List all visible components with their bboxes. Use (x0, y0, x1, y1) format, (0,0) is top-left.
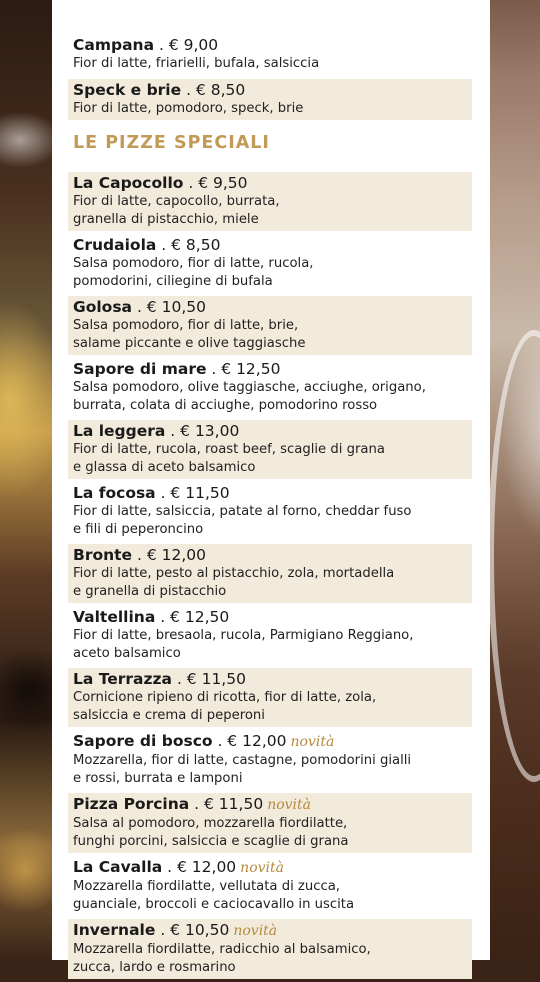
pizza-price: . € 12,00 (162, 858, 237, 876)
pizza-ingredients: Fior di latte, friarielli, bufala, salsiccia (73, 56, 320, 71)
pizza-name: Campana (73, 36, 155, 54)
menu-item-title (73, 36, 467, 55)
pizza-ingredients: salsiccia e crema di peperoni (73, 707, 265, 723)
pizza-ingredients: zucca, lardo e rosmarino (73, 959, 236, 975)
pizza-price: . € 11,50 (189, 795, 264, 813)
pizza-ingredients: burrata, colata di acciughe, pomodorino rosso (73, 397, 378, 413)
pizza-name: Sapore di mare (73, 360, 207, 378)
pizza-price: . € 12,00 (132, 546, 207, 564)
menu-item (68, 544, 472, 603)
pizza-name: La leggera (73, 422, 166, 440)
pizza-price: . € 13,00 (165, 422, 240, 440)
pizza-price: . € 11,50 (172, 670, 246, 688)
pizza-ingredients: guanciale, broccoli e caciocavallo in uscita (73, 896, 355, 912)
menu-item-title (73, 422, 467, 441)
pizza-ingredients: Fior di latte, capocollo, burrata, (73, 194, 280, 209)
menu-item (68, 856, 472, 916)
pizza-ingredients: Salsa pomodoro, fior di latte, rucola, (73, 256, 314, 271)
pizza-price: . € 8,50 (181, 80, 246, 99)
pizza-ingredients: Mozzarella fiordilatte, radicchio al balsamico, (73, 942, 371, 957)
pizza-ingredients: e fili di peperoncino (73, 521, 204, 537)
menu-item-title (73, 174, 467, 193)
pizza-price: . € 8,50 (156, 236, 221, 254)
menu-item (68, 919, 472, 979)
pizza-ingredients: e glassa di aceto balsamico (73, 459, 256, 475)
pizza-ingredients: Salsa pomodoro, fior di latte, brie, (73, 318, 299, 333)
pizza-price: . € 11,50 (155, 484, 230, 502)
pizza-price: . € 12,50 (206, 360, 281, 378)
pizza-ingredients: Mozzarella fiordilatte, vellutata di zucca, (73, 879, 340, 894)
pizza-name: Invernale (73, 921, 156, 939)
menu-item (68, 420, 472, 479)
pizza-price: . € 9,00 (154, 36, 219, 54)
menu-panel (52, 0, 490, 975)
menu-item (68, 730, 472, 790)
special-pizza-list (68, 172, 472, 979)
pizza-name: La Terrazza (73, 670, 173, 688)
menu-item-title (73, 732, 467, 752)
menu-item (68, 606, 472, 665)
menu-item (68, 34, 472, 76)
pizza-name: Speck e brie (73, 80, 182, 99)
menu-item (68, 79, 472, 121)
novita-badge: novità (267, 797, 311, 813)
pizza-price: . € 12,00 (212, 732, 287, 750)
novita-badge: novità (290, 734, 335, 750)
pizza-ingredients: pomodorini, ciliegine di bufala (73, 273, 273, 289)
pizza-ingredients: Salsa pomodoro, olive taggiasche, acciughe, origano, (73, 380, 426, 395)
section-title: LE PIZZE SPECIALI (73, 133, 270, 153)
pizza-ingredients: e rossi, burrata e lamponi (73, 770, 243, 786)
pizza-ingredients: Cornicione ripieno di ricotta, fior di latte, zola, (73, 690, 377, 705)
pizza-ingredients: Mozzarella, fior di latte, castagne, pomodorini gialli (73, 753, 412, 768)
menu-item (68, 793, 472, 853)
pizza-name: Bronte (73, 546, 133, 564)
pizza-ingredients: e granella di pistacchio (73, 583, 227, 599)
menu-item-title (73, 484, 467, 503)
pizza-ingredients: granella di pistacchio, miele (73, 211, 259, 227)
pizza-price: . € 12,50 (155, 608, 230, 626)
menu-list (68, 34, 472, 982)
menu-item-title (73, 921, 467, 941)
menu-item (68, 668, 472, 727)
pizza-name: La focosa (73, 484, 156, 502)
pizza-name: Pizza Porcina (73, 795, 190, 813)
top-pizza-list (68, 34, 472, 120)
menu-item-title (73, 670, 467, 689)
menu-item-title (73, 858, 467, 878)
pizza-name: Golosa (73, 298, 133, 316)
menu-item (68, 358, 472, 417)
pizza-ingredients: salame piccante e olive taggiasche (73, 335, 306, 351)
menu-item (68, 482, 472, 541)
pizza-price: . € 9,50 (183, 174, 248, 192)
pizza-name: Valtellina (73, 608, 156, 626)
menu-item-title (73, 81, 467, 100)
menu-item-title (73, 546, 467, 565)
menu-item (68, 296, 472, 355)
pizza-name: La Cavalla (73, 858, 163, 876)
pizza-ingredients: funghi porcini, salsiccia e scaglie di grana (73, 833, 349, 849)
pizza-ingredients: aceto balsamico (73, 645, 181, 661)
pizza-ingredients: Salsa al pomodoro, mozzarella fiordilatte, (73, 816, 348, 831)
pizza-name: Sapore di bosco (73, 732, 213, 750)
menu-item-title (73, 795, 467, 815)
plate-rim-decoration (488, 330, 540, 782)
background-photo-left (0, 0, 52, 960)
menu-item-title (73, 608, 467, 627)
menu-item (68, 234, 472, 293)
menu-item-title (73, 298, 467, 317)
pizza-price: . € 10,50 (132, 298, 206, 316)
pizza-name: La Capocollo (73, 174, 184, 192)
menu-item-title (73, 236, 467, 255)
novita-badge: novità (240, 860, 284, 876)
pizza-ingredients: Fior di latte, pomodoro, speck, brie (73, 100, 304, 116)
pizza-name: Crudaiola (73, 236, 157, 254)
background-photo-right (490, 0, 540, 960)
pizza-ingredients: Fior di latte, pesto al pistacchio, zola, mortadella (73, 566, 395, 581)
novita-badge: novità (233, 923, 278, 939)
pizza-ingredients: Fior di latte, bresaola, rucola, Parmigiano Reggiano, (73, 628, 414, 643)
pizza-ingredients: Fior di latte, rucola, roast beef, scaglie di grana (73, 442, 385, 457)
menu-item-title (73, 360, 467, 379)
pizza-ingredients: Fior di latte, salsiccia, patate al forno, cheddar fuso (73, 504, 412, 519)
menu-item (68, 172, 472, 231)
pizza-price: . € 10,50 (155, 921, 230, 939)
